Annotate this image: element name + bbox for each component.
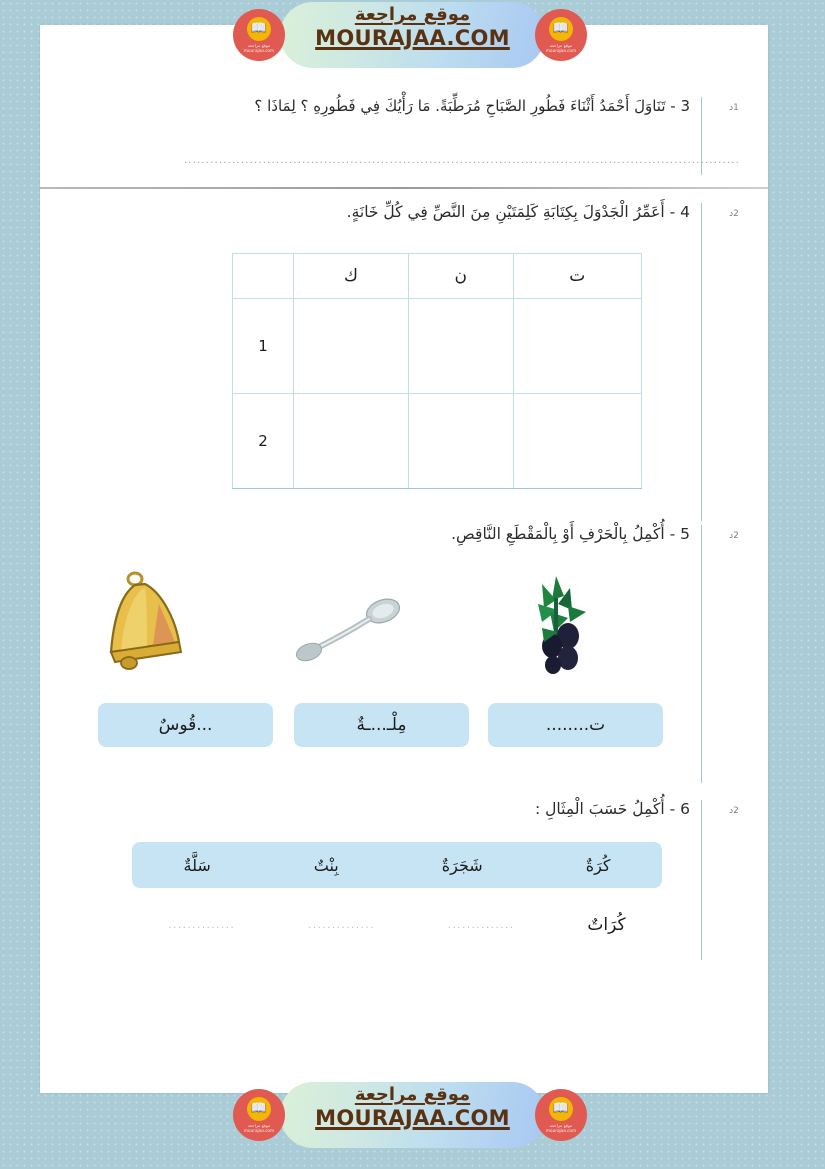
exercise-4: [40, 203, 768, 450]
exercise-4-points: 2د: [729, 209, 739, 219]
word-shajara: شَجَرَةٌ: [441, 855, 483, 875]
table-header-kaf: ك: [294, 254, 409, 299]
exercise-6-answer-bar: [132, 905, 662, 945]
answer-box-spoon[interactable]: مِلْـ...ـةٌ: [294, 703, 469, 747]
exercise-5-heading: 5 - أُكْمِلُ بِالْحَرْفِ أَوْ بِالْمَقْطَعِ النَّاقِصِ.: [451, 525, 690, 543]
spoon-icon: [272, 575, 422, 685]
table-cell-noon-1[interactable]: [408, 299, 513, 394]
table-header-ta: ت: [513, 254, 641, 299]
watermark-logo-caption: موقع مراجعة mourajaa.com: [243, 1122, 275, 1133]
book-icon: 📖: [549, 17, 573, 41]
word-salla: سَلَّةٌ: [183, 855, 211, 875]
exercise-6-word-bar: [132, 842, 662, 888]
exercise-5-answer-row: [40, 703, 680, 751]
margin-rule-5: [701, 525, 703, 783]
exercise-3-answer-line[interactable]: ...............................................................................................................................: [183, 155, 740, 166]
table-cell-ta-1[interactable]: [513, 299, 641, 394]
exercise-3-heading: 3 - تَنَاوَلَ أَحْمَدُ أَثْنَاءَ فَطُورِ الصَّبَاحِ مُرَطِّبَةً. مَا رَأْيُكَ فِي فَطُورِهِ ؟ لِمَاذَا ؟: [254, 97, 690, 115]
bell-icon: [72, 567, 222, 677]
watermark-text-bottom: [280, 1085, 545, 1130]
olives-icon: [480, 567, 630, 677]
answer-blank-1[interactable]: ..............: [447, 919, 515, 931]
table-row: [233, 394, 642, 489]
watermark-arabic-top: موقع مراجعة: [354, 4, 471, 25]
exercise-3-points: 1د: [729, 103, 739, 113]
watermark-arabic-bottom: موقع مراجعة: [354, 1084, 471, 1105]
answer-blank-3[interactable]: ..............: [168, 919, 236, 931]
watermark-text-top: [280, 5, 545, 50]
table-cell-ta-2[interactable]: [513, 394, 641, 489]
table-header-noon: ن: [408, 254, 513, 299]
exercise-5-points: 2د: [729, 531, 739, 541]
table-cell-noon-2[interactable]: [408, 394, 513, 489]
exercise-5-picture-row: [40, 567, 680, 682]
table-row-number-1: 1: [233, 299, 294, 394]
watermark-bottom: [225, 1080, 600, 1150]
table-row: [233, 299, 642, 394]
exercise-4-table: [232, 253, 642, 489]
watermark-logo-caption: موقع مراجعة mourajaa.com: [243, 42, 275, 53]
word-kura: كُرَةٌ: [585, 855, 611, 875]
table-header-row: [233, 254, 642, 299]
watermark-logo-caption: موقع مراجعة mourajaa.com: [545, 1122, 577, 1133]
answer-model-kurat: كُرَاتٌ: [587, 915, 626, 935]
book-icon: 📖: [549, 1097, 573, 1121]
worksheet-page: [40, 25, 768, 1093]
watermark-logo-left-top: [233, 9, 285, 61]
margin-rule-4: [701, 203, 703, 521]
table-cell-kaf-1[interactable]: [294, 299, 409, 394]
book-icon: 📖: [247, 1097, 271, 1121]
book-icon: 📖: [247, 17, 271, 41]
watermark-logo-left-bottom: [233, 1089, 285, 1141]
exercise-6-points: 2د: [729, 806, 739, 816]
word-bint: بِنْتٌ: [313, 855, 339, 875]
watermark-url-bottom[interactable]: MOURAJAA.COM: [315, 1105, 510, 1130]
section-divider: [40, 187, 768, 189]
answer-box-bell[interactable]: ...قُوسٌ: [98, 703, 273, 747]
exercise-6: [40, 800, 768, 935]
table-row-number-2: 2: [233, 394, 294, 489]
watermark-url-top[interactable]: MOURAJAA.COM: [315, 25, 510, 50]
answer-blank-2[interactable]: ..............: [308, 919, 375, 931]
exercise-6-heading: 6 - أُكْمِلُ حَسَبَ الْمِثَالِ :: [535, 800, 690, 818]
exercise-5: [40, 525, 768, 735]
exercise-3: [40, 97, 768, 166]
exercise-4-heading: 4 - أَعَمِّرُ الْجَدْوَلَ بِكِتَابَةِ كَلِمَتَيْنِ مِنَ النَّصِّ فِي كُلِّ خَانَةٍ.: [346, 203, 690, 221]
answer-box-olives[interactable]: ت........: [488, 703, 663, 747]
watermark-logo-caption: موقع مراجعة mourajaa.com: [545, 42, 577, 53]
table-header-index: [233, 254, 294, 299]
watermark-top: [225, 0, 600, 70]
table-cell-kaf-2[interactable]: [294, 394, 409, 489]
